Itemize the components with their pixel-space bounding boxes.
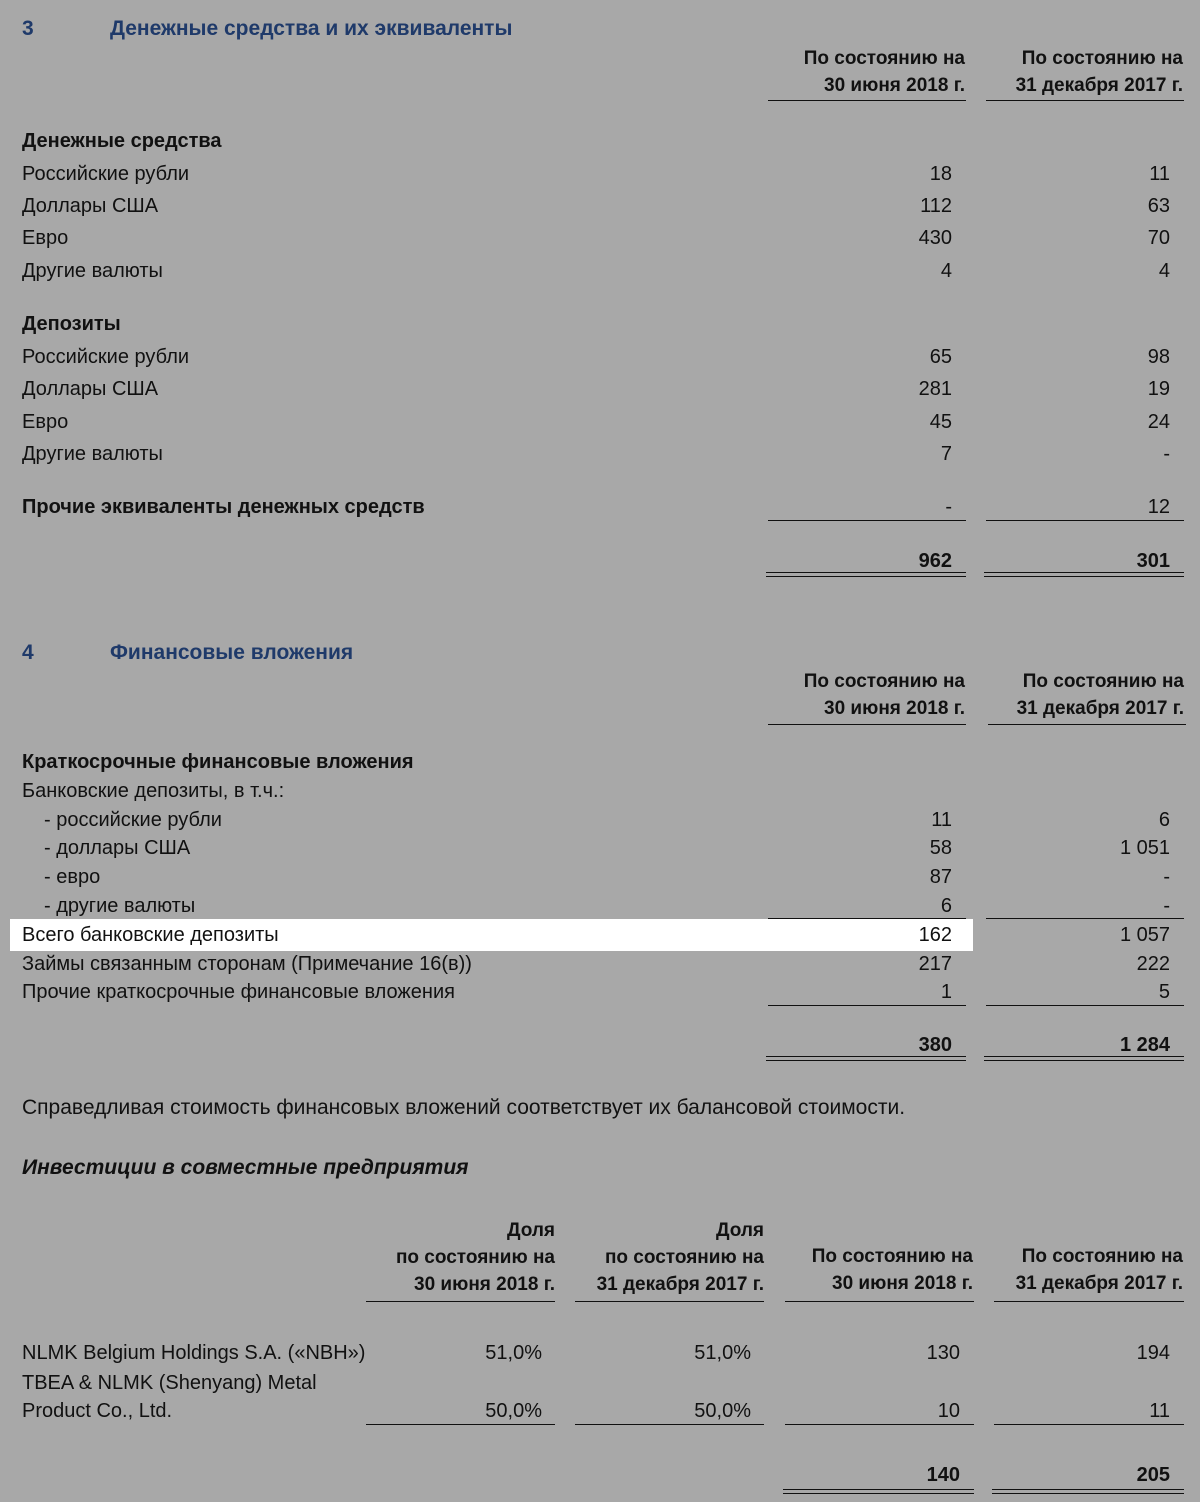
s4-loans-label: Займы связанным сторонам (Примечание 16(в)) bbox=[22, 953, 472, 975]
row-label: Доллары США bbox=[22, 378, 159, 400]
s4-col1-header bbox=[804, 668, 965, 722]
jv-col4-header-line1: По состоянию на bbox=[1021, 1246, 1183, 1267]
row-label: Российские рубли bbox=[22, 346, 190, 368]
section-3-title: Денежные средства и их эквиваленты bbox=[110, 17, 513, 40]
s4-col1-header-rule bbox=[768, 724, 966, 725]
row-label: Российские рубли bbox=[22, 163, 190, 185]
s4-col2-header-line2: 31 декабря 2017 г. bbox=[1016, 698, 1184, 719]
row-value-2017: - bbox=[1163, 895, 1170, 917]
row-value-2018: 58 bbox=[929, 837, 952, 859]
s4-other-2018: 1 bbox=[940, 981, 952, 1003]
jv-total-double-rule-2 bbox=[992, 1489, 1184, 1494]
s4-col1-header-line1: По состоянию на bbox=[803, 671, 965, 692]
row-label-line2: Product Co., Ltd. bbox=[22, 1400, 173, 1422]
jv-total-2017: 205 bbox=[1136, 1464, 1170, 1486]
row-label: Евро bbox=[22, 227, 69, 249]
s4-col2-header bbox=[1017, 668, 1184, 722]
row-value-2018: 430 bbox=[918, 227, 952, 249]
row-value-2017: 98 bbox=[1147, 346, 1170, 368]
row-label: Евро bbox=[22, 411, 69, 433]
jv-col2-header-rule bbox=[575, 1301, 764, 1302]
row-value-2017: 194 bbox=[1136, 1342, 1170, 1364]
row-value-2018: 45 bbox=[929, 411, 952, 433]
s3-subtotal-rule-2 bbox=[986, 520, 1184, 521]
s4-subtotal-rule-1 bbox=[768, 1005, 966, 1006]
jv-row-rule-1 bbox=[366, 1424, 555, 1425]
row-label: NLMK Belgium Holdings S.A. («NBH») bbox=[22, 1342, 366, 1364]
row-value-2018: 65 bbox=[929, 346, 952, 368]
row-value-2018: 6 bbox=[940, 895, 952, 917]
s3-col1-header-rule bbox=[768, 100, 966, 101]
row-value-2018: 11 bbox=[931, 809, 952, 831]
s3-total-double-rule-1 bbox=[766, 572, 966, 577]
jv-col3-header-line1: По состоянию на bbox=[811, 1246, 973, 1267]
s4-loans-2018: 217 bbox=[918, 953, 952, 975]
section-4-number: 4 bbox=[22, 641, 34, 664]
jv-col2-header-line3: 31 декабря 2017 г. bbox=[596, 1274, 764, 1295]
row-value-2018: 130 bbox=[926, 1342, 960, 1364]
s4-total-2017: 1 284 bbox=[1119, 1034, 1170, 1056]
row-label-line1: TBEA & NLMK (Shenyang) Metal bbox=[22, 1372, 317, 1394]
row-label: Другие валюты bbox=[22, 443, 163, 465]
jv-total-double-rule-1 bbox=[783, 1489, 974, 1494]
s4-other-label: Прочие краткосрочные финансовые вложения bbox=[22, 981, 455, 1003]
s3-col2-header-line1: По состоянию на bbox=[1021, 48, 1183, 69]
s3-col2-header-line2: 31 декабря 2017 г. bbox=[1015, 75, 1183, 96]
row-share-2018: 50,0% bbox=[485, 1400, 542, 1422]
s3-col2-header bbox=[1016, 45, 1183, 99]
jv-col4-header bbox=[1016, 1243, 1183, 1297]
s4-subtotal-rule-2 bbox=[986, 1005, 1184, 1006]
s4-loans-2017: 222 bbox=[1136, 953, 1170, 975]
s4-bank-total-label: Всего банковские депозиты bbox=[22, 924, 279, 946]
row-value-2018: 4 bbox=[940, 260, 952, 282]
s3-other-equivalents-2018: - bbox=[945, 496, 952, 518]
s4-other-2017: 5 bbox=[1158, 981, 1170, 1003]
s3-total-double-rule-2 bbox=[984, 572, 1184, 577]
row-share-2017: 50,0% bbox=[694, 1400, 751, 1422]
s3-other-equivalents-2017: 12 bbox=[1147, 496, 1170, 518]
row-share-2018: 51,0% bbox=[485, 1342, 542, 1364]
jv-col4-header-line2: 31 декабря 2017 г. bbox=[1015, 1273, 1183, 1294]
row-label: - российские рубли bbox=[44, 809, 222, 831]
jv-col3-header-rule bbox=[785, 1301, 974, 1302]
s4-bank-total-2018: 162 bbox=[918, 924, 952, 946]
s3-total-2017: 301 bbox=[1136, 550, 1170, 572]
row-value-2018: 18 bbox=[929, 163, 952, 185]
s3-deposits-heading: Депозиты bbox=[22, 313, 121, 335]
s4-bank-total-2017: 1 057 bbox=[1119, 924, 1170, 946]
row-value-2017: 70 bbox=[1147, 227, 1170, 249]
jv-col1-header-line3: 30 июня 2018 г. bbox=[414, 1274, 555, 1295]
s4-col2-header-rule bbox=[988, 724, 1186, 725]
row-value-2017: - bbox=[1163, 866, 1170, 888]
s3-total-2018: 962 bbox=[918, 550, 952, 572]
row-label: Доллары США bbox=[22, 195, 159, 217]
s4-total-double-rule-2 bbox=[984, 1056, 1184, 1061]
s4-bank-rule-2017 bbox=[986, 918, 1184, 919]
row-value-2017: - bbox=[1163, 443, 1170, 465]
row-label: - другие валюты bbox=[44, 895, 196, 917]
s4-total-2018: 380 bbox=[918, 1034, 952, 1056]
row-label: - евро bbox=[44, 866, 101, 888]
s3-col1-header-line2: 30 июня 2018 г. bbox=[824, 75, 965, 96]
row-value-2017: 11 bbox=[1149, 163, 1170, 185]
s4-short-term-heading: Краткосрочные финансовые вложения bbox=[22, 751, 414, 773]
row-value-2017: 63 bbox=[1147, 195, 1170, 217]
section-3-number: 3 bbox=[22, 17, 34, 40]
row-value-2017: 11 bbox=[1149, 1400, 1170, 1422]
jv-col2-header-line2: по состоянию на bbox=[604, 1247, 764, 1268]
jv-row-rule-4 bbox=[994, 1424, 1184, 1425]
row-share-2017: 51,0% bbox=[694, 1342, 751, 1364]
row-value-2017: 6 bbox=[1158, 809, 1170, 831]
row-value-2017: 24 bbox=[1147, 411, 1170, 433]
row-value-2017: 4 bbox=[1158, 260, 1170, 282]
jv-title: Инвестиции в совместные предприятия bbox=[22, 1156, 469, 1179]
jv-col2-header bbox=[597, 1217, 764, 1298]
jv-col1-header-line1: Доля bbox=[506, 1220, 555, 1241]
row-value-2017: 19 bbox=[1147, 378, 1170, 400]
row-value-2018: 87 bbox=[929, 866, 952, 888]
section-4-title: Финансовые вложения bbox=[110, 641, 354, 664]
jv-col2-header-line1: Доля bbox=[715, 1220, 764, 1241]
jv-total-2018: 140 bbox=[926, 1464, 960, 1486]
s4-bank-rule-2018 bbox=[768, 918, 966, 919]
s4-col2-header-line1: По состоянию на bbox=[1022, 671, 1184, 692]
s3-col2-header-rule bbox=[986, 100, 1184, 101]
jv-col3-header bbox=[812, 1243, 973, 1297]
row-value-2018: 10 bbox=[937, 1400, 960, 1422]
s3-other-equivalents-label: Прочие эквиваленты денежных средств bbox=[22, 496, 425, 518]
row-value-2018: 7 bbox=[940, 443, 952, 465]
s3-col1-header bbox=[804, 45, 965, 99]
jv-row-rule-3 bbox=[785, 1424, 974, 1425]
row-value-2017: 1 051 bbox=[1119, 837, 1170, 859]
s3-subtotal-rule-1 bbox=[768, 520, 966, 521]
jv-col1-header bbox=[396, 1217, 555, 1298]
row-value-2018: 281 bbox=[918, 378, 952, 400]
s4-bank-deposits-label: Банковские депозиты, в т.ч.: bbox=[22, 780, 285, 802]
jv-col1-header-rule bbox=[366, 1301, 555, 1302]
jv-col4-header-rule bbox=[994, 1301, 1184, 1302]
s4-col1-header-line2: 30 июня 2018 г. bbox=[824, 698, 965, 719]
s4-total-double-rule-1 bbox=[766, 1056, 966, 1061]
s3-col1-header-line1: По состоянию на bbox=[803, 48, 965, 69]
jv-col1-header-line2: по состоянию на bbox=[395, 1247, 555, 1268]
row-label: - доллары США bbox=[44, 837, 191, 859]
row-value-2018: 112 bbox=[920, 195, 952, 217]
jv-row-rule-2 bbox=[575, 1424, 764, 1425]
fair-value-note: Справедливая стоимость финансовых вложений соответствует их балансовой стоимости. bbox=[22, 1096, 906, 1119]
s3-cash-heading: Денежные средства bbox=[22, 130, 222, 152]
row-label: Другие валюты bbox=[22, 260, 163, 282]
jv-col3-header-line2: 30 июня 2018 г. bbox=[832, 1273, 973, 1294]
